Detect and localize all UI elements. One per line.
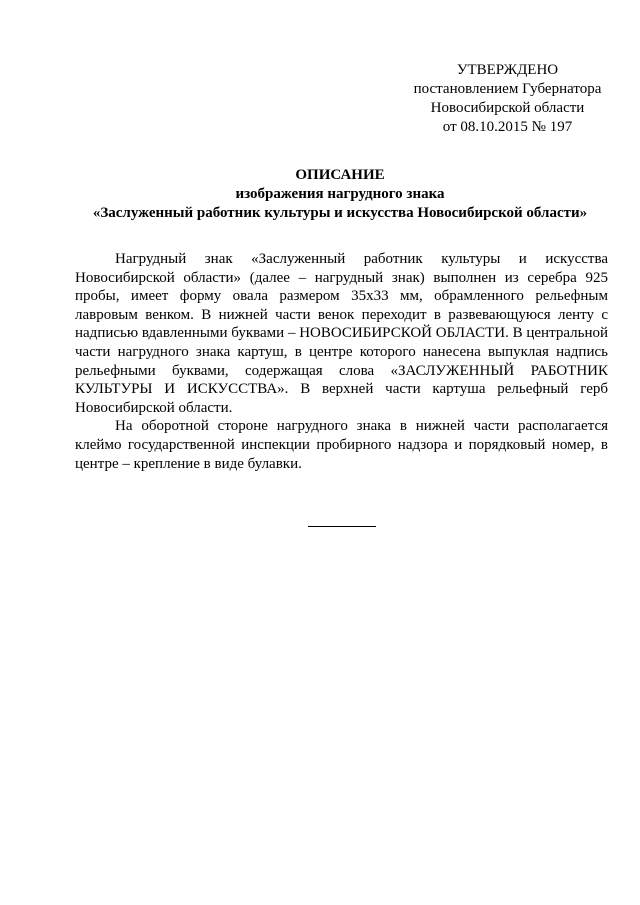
document-body (75, 250, 608, 473)
approval-title: УТВЕРЖДЕНО (456, 62, 559, 78)
document-title: ОПИСАНИЕ (295, 167, 385, 183)
approval-line-2: Новосибирской области (430, 100, 585, 116)
document-subtitle: изображения нагрудного знака (235, 186, 445, 202)
badge-name: «Заслуженный работник культуры и искусства Новосибирской области» (92, 205, 588, 221)
paragraph-description: Нагрудный знак «Заслуженный работник культуры и искусства Новосибирской области» (далее – нагрудный знак) выполнен из серебра 925 пробы, имеет форму овала размером 35х33 мм, обрамленного рельефным лавровым венком. В нижней части венок переходит в развевающуюся ленту с надписью вдавленными буквами – НОВОСИБИРСКОЙ ОБЛАСТИ. В центральной части нагрудного знака картуш, в центре которого нанесена выпуклая надпись рельефными буквами, содержащая слова «ЗАСЛУЖЕННЫЙ РАБОТНИК КУЛЬТУРЫ И ИСКУССТВА». В верхней части картуша рельефный герб Новосибирской области. (75, 251, 608, 416)
separator-line (308, 526, 376, 527)
approval-line-3: от 08.10.2015 № 197 (442, 119, 573, 135)
approval-line-1: постановлением Губернатора (413, 81, 602, 97)
paragraph-reverse-side: На оборотной стороне нагрудного знака в нижней части располагается клеймо государственной инспекции пробирного надзора и порядковый номер, в центре – крепление в виде булавки. (75, 418, 608, 472)
document-heading (40, 166, 640, 223)
approval-block (400, 61, 615, 137)
